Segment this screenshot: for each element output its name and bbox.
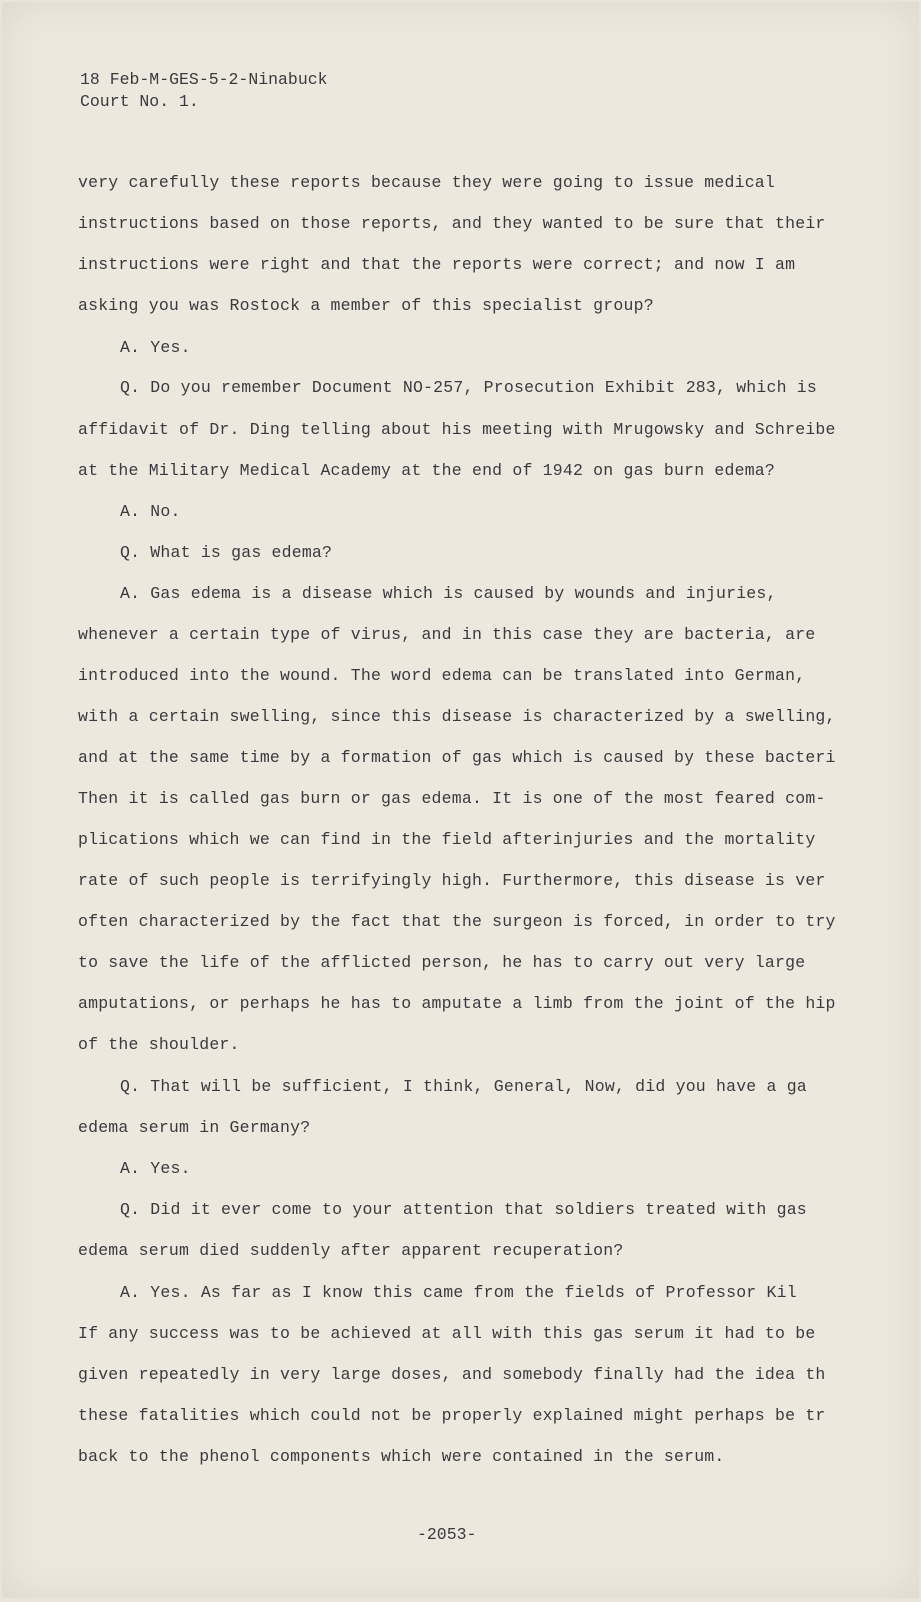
body-line: asking you was Rostock a member of this specialist group? (78, 296, 654, 315)
header-court-line: Court No. 1. (80, 92, 199, 111)
body-line: Then it is called gas burn or gas edema. It is one of the most feared com- (78, 789, 826, 808)
answer-line: A. Yes. (120, 338, 191, 357)
answer-line: A. Yes. (120, 1159, 191, 1178)
body-line: If any success was to be achieved at all with this gas serum it had to be (78, 1324, 816, 1343)
body-line: often characterized by the fact that the surgeon is forced, in order to try (78, 912, 836, 931)
body-line: very carefully these reports because they were going to issue medical (78, 173, 776, 192)
body-line: affidavit of Dr. Ding telling about his meeting with Mrugowsky and Schreibe (78, 420, 836, 439)
body-line: plications which we can find in the field afterinjuries and the mortality (78, 830, 816, 849)
header-reference-line: 18 Feb-M-GES-5-2-Ninabuck (80, 70, 328, 89)
question-line: Q. Did it ever come to your attention that soldiers treated with gas (120, 1200, 807, 1219)
body-line: given repeatedly in very large doses, and somebody finally had the idea th (78, 1365, 826, 1384)
body-line: edema serum in Germany? (78, 1118, 311, 1137)
body-line: of the shoulder. (78, 1035, 240, 1054)
body-line: introduced into the wound. The word edema can be translated into German, (78, 666, 806, 685)
body-line: rate of such people is terrifyingly high. Furthermore, this disease is ver (78, 871, 826, 890)
body-line: and at the same time by a formation of gas which is caused by these bacteri (78, 748, 836, 767)
body-line: amputations, or perhaps he has to amputate a limb from the joint of the hip (78, 994, 836, 1013)
document-page (2, 2, 919, 1598)
answer-line: A. No. (120, 502, 181, 521)
body-line: these fatalities which could not be properly explained might perhaps be tr (78, 1406, 826, 1425)
body-line: back to the phenol components which were contained in the serum. (78, 1447, 725, 1466)
question-line: Q. Do you remember Document NO-257, Prosecution Exhibit 283, which is (120, 378, 818, 397)
body-line: instructions were right and that the reports were correct; and now I am (78, 255, 796, 274)
body-line: at the Military Medical Academy at the end of 1942 on gas burn edema? (78, 461, 776, 480)
answer-line: A. Gas edema is a disease which is caused by wounds and injuries, (120, 584, 777, 603)
page-number: -2053- (417, 1525, 477, 1544)
question-line: Q. What is gas edema? (120, 543, 333, 562)
question-line: Q. That will be sufficient, I think, General, Now, did you have a ga (120, 1077, 807, 1096)
body-line: to save the life of the afflicted person, he has to carry out very large (78, 953, 806, 972)
body-line: with a certain swelling, since this disease is characterized by a swelling, (78, 707, 836, 726)
body-line: whenever a certain type of virus, and in this case they are bacteria, are (78, 625, 816, 644)
body-line: instructions based on those reports, and they wanted to be sure that their (78, 214, 826, 233)
body-line: edema serum died suddenly after apparent recuperation? (78, 1241, 624, 1260)
answer-line: A. Yes. As far as I know this came from the fields of Professor Kil (120, 1283, 797, 1302)
